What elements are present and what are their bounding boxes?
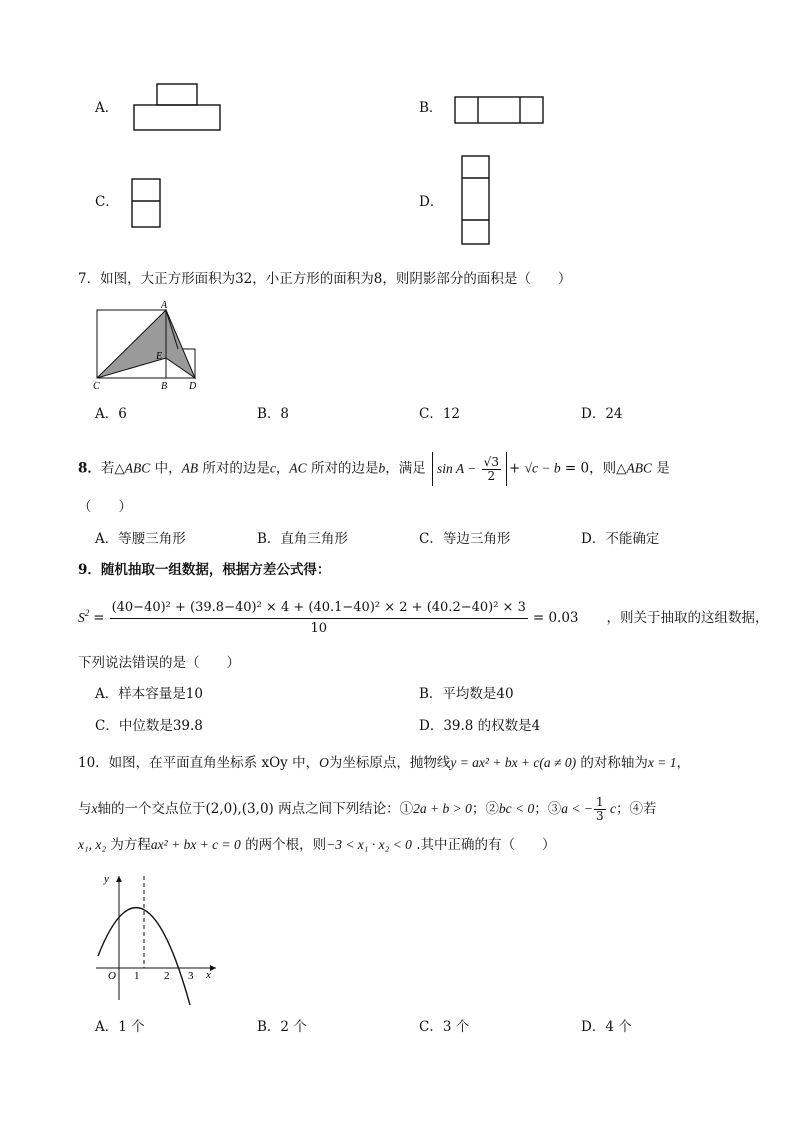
- q9-option-b: B．平均数是40: [419, 686, 514, 702]
- q6-option-d-label: D．: [419, 194, 444, 210]
- q10-axis: x = 1: [647, 755, 677, 770]
- q10-text-6: 轴的一个交点位于: [97, 801, 206, 817]
- q6-option-b-figure: [454, 96, 546, 126]
- q10-text-2: 为坐标原点，抛物线: [328, 755, 451, 771]
- q10-line1: [78, 754, 690, 772]
- q8-text-3: 所对的边是: [198, 460, 270, 477]
- q6-option-d-figure: [461, 155, 493, 247]
- q7-label-e: E: [156, 351, 163, 362]
- q8-text-2: 中，: [150, 460, 182, 477]
- q8-text-8: 是: [651, 460, 670, 477]
- q8-triangle-2: △ABC: [616, 460, 652, 476]
- q10-graph-tick-2: 2: [164, 970, 170, 982]
- q6-option-c-label: C．: [95, 194, 119, 210]
- q10-sep-3: ；④若: [615, 801, 657, 817]
- q10-text-5: 与: [78, 801, 92, 817]
- q8-eq0: = 0: [564, 460, 590, 477]
- q8-abs-expression: [432, 452, 507, 486]
- q8-plus: +: [508, 460, 521, 477]
- q7-option-b: B．8: [257, 406, 290, 422]
- q10-graph-o: O: [108, 970, 116, 982]
- q8-number: 8．: [78, 460, 101, 477]
- q10-conclusion-3b: c: [606, 801, 616, 816]
- q8-two: 2: [487, 469, 496, 483]
- q8-sin: sin A −: [437, 461, 477, 476]
- q6-option-a-label: A．: [95, 100, 119, 116]
- q10-line3: [78, 836, 556, 854]
- q9-numerator: (40−40)² + (39.8−40)² × 4 + (40.1−40)² × 2 + (40.2−40)² × 3: [110, 598, 528, 619]
- q7-label-c: C: [93, 381, 100, 392]
- q10-text-1: 10．如图，在平面直角坐标系 xOy 中，: [78, 755, 320, 771]
- q9-fraction: [110, 598, 528, 639]
- q8-text-7: ，则: [589, 460, 617, 477]
- q10-conclusion-1: 2a + b > 0: [413, 801, 472, 816]
- q8-text-1: 若: [100, 460, 115, 477]
- q10-parabola-graph: [92, 868, 222, 1008]
- q8-text-5: 所对的边是: [306, 460, 379, 477]
- q9-tail: ，则关于抽取的这组数据，: [606, 610, 769, 626]
- q10-line2: [78, 796, 656, 823]
- q9-denominator: 10: [310, 620, 327, 636]
- q10-option-a: A．1 个: [95, 1019, 145, 1035]
- q10-text-8: 为方程: [106, 837, 151, 853]
- q10-graph-tick-3: 3: [188, 970, 194, 982]
- q8-sqrt-cb: √c − b: [524, 460, 561, 476]
- q8-stem: [78, 452, 670, 486]
- q10-graph-x: x: [206, 969, 211, 981]
- q8-option-c: C．等边三角形: [419, 531, 511, 547]
- q8-option-b: B．直角三角形: [257, 531, 348, 547]
- q10-frac-den: 3: [595, 809, 604, 823]
- q7-stem: 7．如图，大正方形面积为32，小正方形的面积为8，则阴影部分的面积是（ ）: [78, 271, 572, 287]
- q6-option-a-figure: [133, 83, 223, 133]
- q10-sep-1: ；②: [471, 801, 499, 817]
- q10-origin: O: [319, 755, 329, 770]
- q10-one-third: [594, 796, 606, 823]
- q10-text-9: 的两个根，则: [240, 837, 327, 853]
- q9-variance-formula: $S^2$ = $\frac{\text{(40−40)² + (39.8−40)² × 4 + (40.1−40)² × 2 + (40.2−40)² × 3}}{10}$ = 0.03 ，则关于抽取的这组数据，: [78, 596, 769, 640]
- q8-text-6: ，满足: [385, 460, 426, 477]
- q9-stem: 9．随机抽取一组数据，根据方差公式得：: [78, 562, 331, 578]
- q10-text-3: 的对称轴为: [576, 755, 648, 771]
- q8-ab: AB: [181, 460, 199, 476]
- q9-line2: 下列说法错误的是（ ）: [78, 655, 240, 671]
- q7-label-d: D: [189, 381, 197, 392]
- q10-option-b: B．2 个: [257, 1019, 307, 1035]
- q8-text-4: ，: [275, 460, 290, 477]
- q10-option-d: D．4 个: [581, 1019, 632, 1035]
- q10-conclusion-3a: a < −: [561, 801, 593, 816]
- q10-option-c: C．3 个: [419, 1019, 470, 1035]
- q10-x: x: [91, 801, 98, 816]
- q10-text-4: ，: [676, 755, 690, 771]
- q10-points: (2,0),(3,0): [205, 801, 274, 817]
- q8-c: c: [269, 460, 276, 476]
- q8-option-a: A．等腰三角形: [95, 531, 186, 547]
- q7-option-d: D．24: [581, 406, 623, 422]
- q10-conclusion-4: −3 < x₁ · x₂ < 0: [326, 837, 412, 852]
- q10-frac-num: 1: [595, 795, 604, 809]
- q10-roots: x₁, x₂: [78, 837, 107, 852]
- q10-conclusion-2: bc < 0: [498, 801, 535, 816]
- q7-option-a: A．6: [95, 406, 127, 422]
- q10-graph-tick-1: 1: [134, 970, 140, 982]
- q6-option-c-figure: [131, 178, 163, 230]
- q6-option-b-label: B．: [419, 100, 443, 116]
- q8-triangle-1: △ABC: [114, 460, 151, 476]
- q9-option-a: A．样本容量是10: [95, 686, 203, 702]
- q7-option-c: C．12: [419, 406, 461, 422]
- q9-result: = 0.03: [532, 610, 579, 626]
- q8-paren: （ ）: [78, 499, 132, 515]
- q8-root3: √3: [483, 455, 499, 469]
- q10-parabola: y = ax² + bx + c(a ≠ 0): [450, 755, 577, 770]
- q7-figure: [92, 300, 204, 394]
- q10-text-7: 两点之间下列结论：①: [273, 801, 414, 817]
- q9-s-squared: $S^2$: [78, 608, 90, 625]
- q9-s: S: [78, 610, 85, 625]
- q10-sep-2: ；③: [534, 801, 562, 817]
- q8-root3-over-2: [482, 456, 501, 483]
- q7-label-a: A: [161, 300, 168, 311]
- q10-graph-y: y: [104, 873, 109, 885]
- q8-option-d: D．不能确定: [581, 531, 660, 547]
- q10-equation: ax² + bx + c = 0: [150, 837, 241, 852]
- q9-option-d: D．39.8 的权数是4: [419, 718, 541, 734]
- q7-label-b: B: [161, 381, 168, 392]
- q8-b: b: [378, 460, 386, 476]
- q10-text-10: .其中正确的有（ ）: [411, 837, 556, 853]
- q9-option-c: C．中位数是39.8: [95, 718, 203, 734]
- q8-ac: AC: [289, 460, 307, 476]
